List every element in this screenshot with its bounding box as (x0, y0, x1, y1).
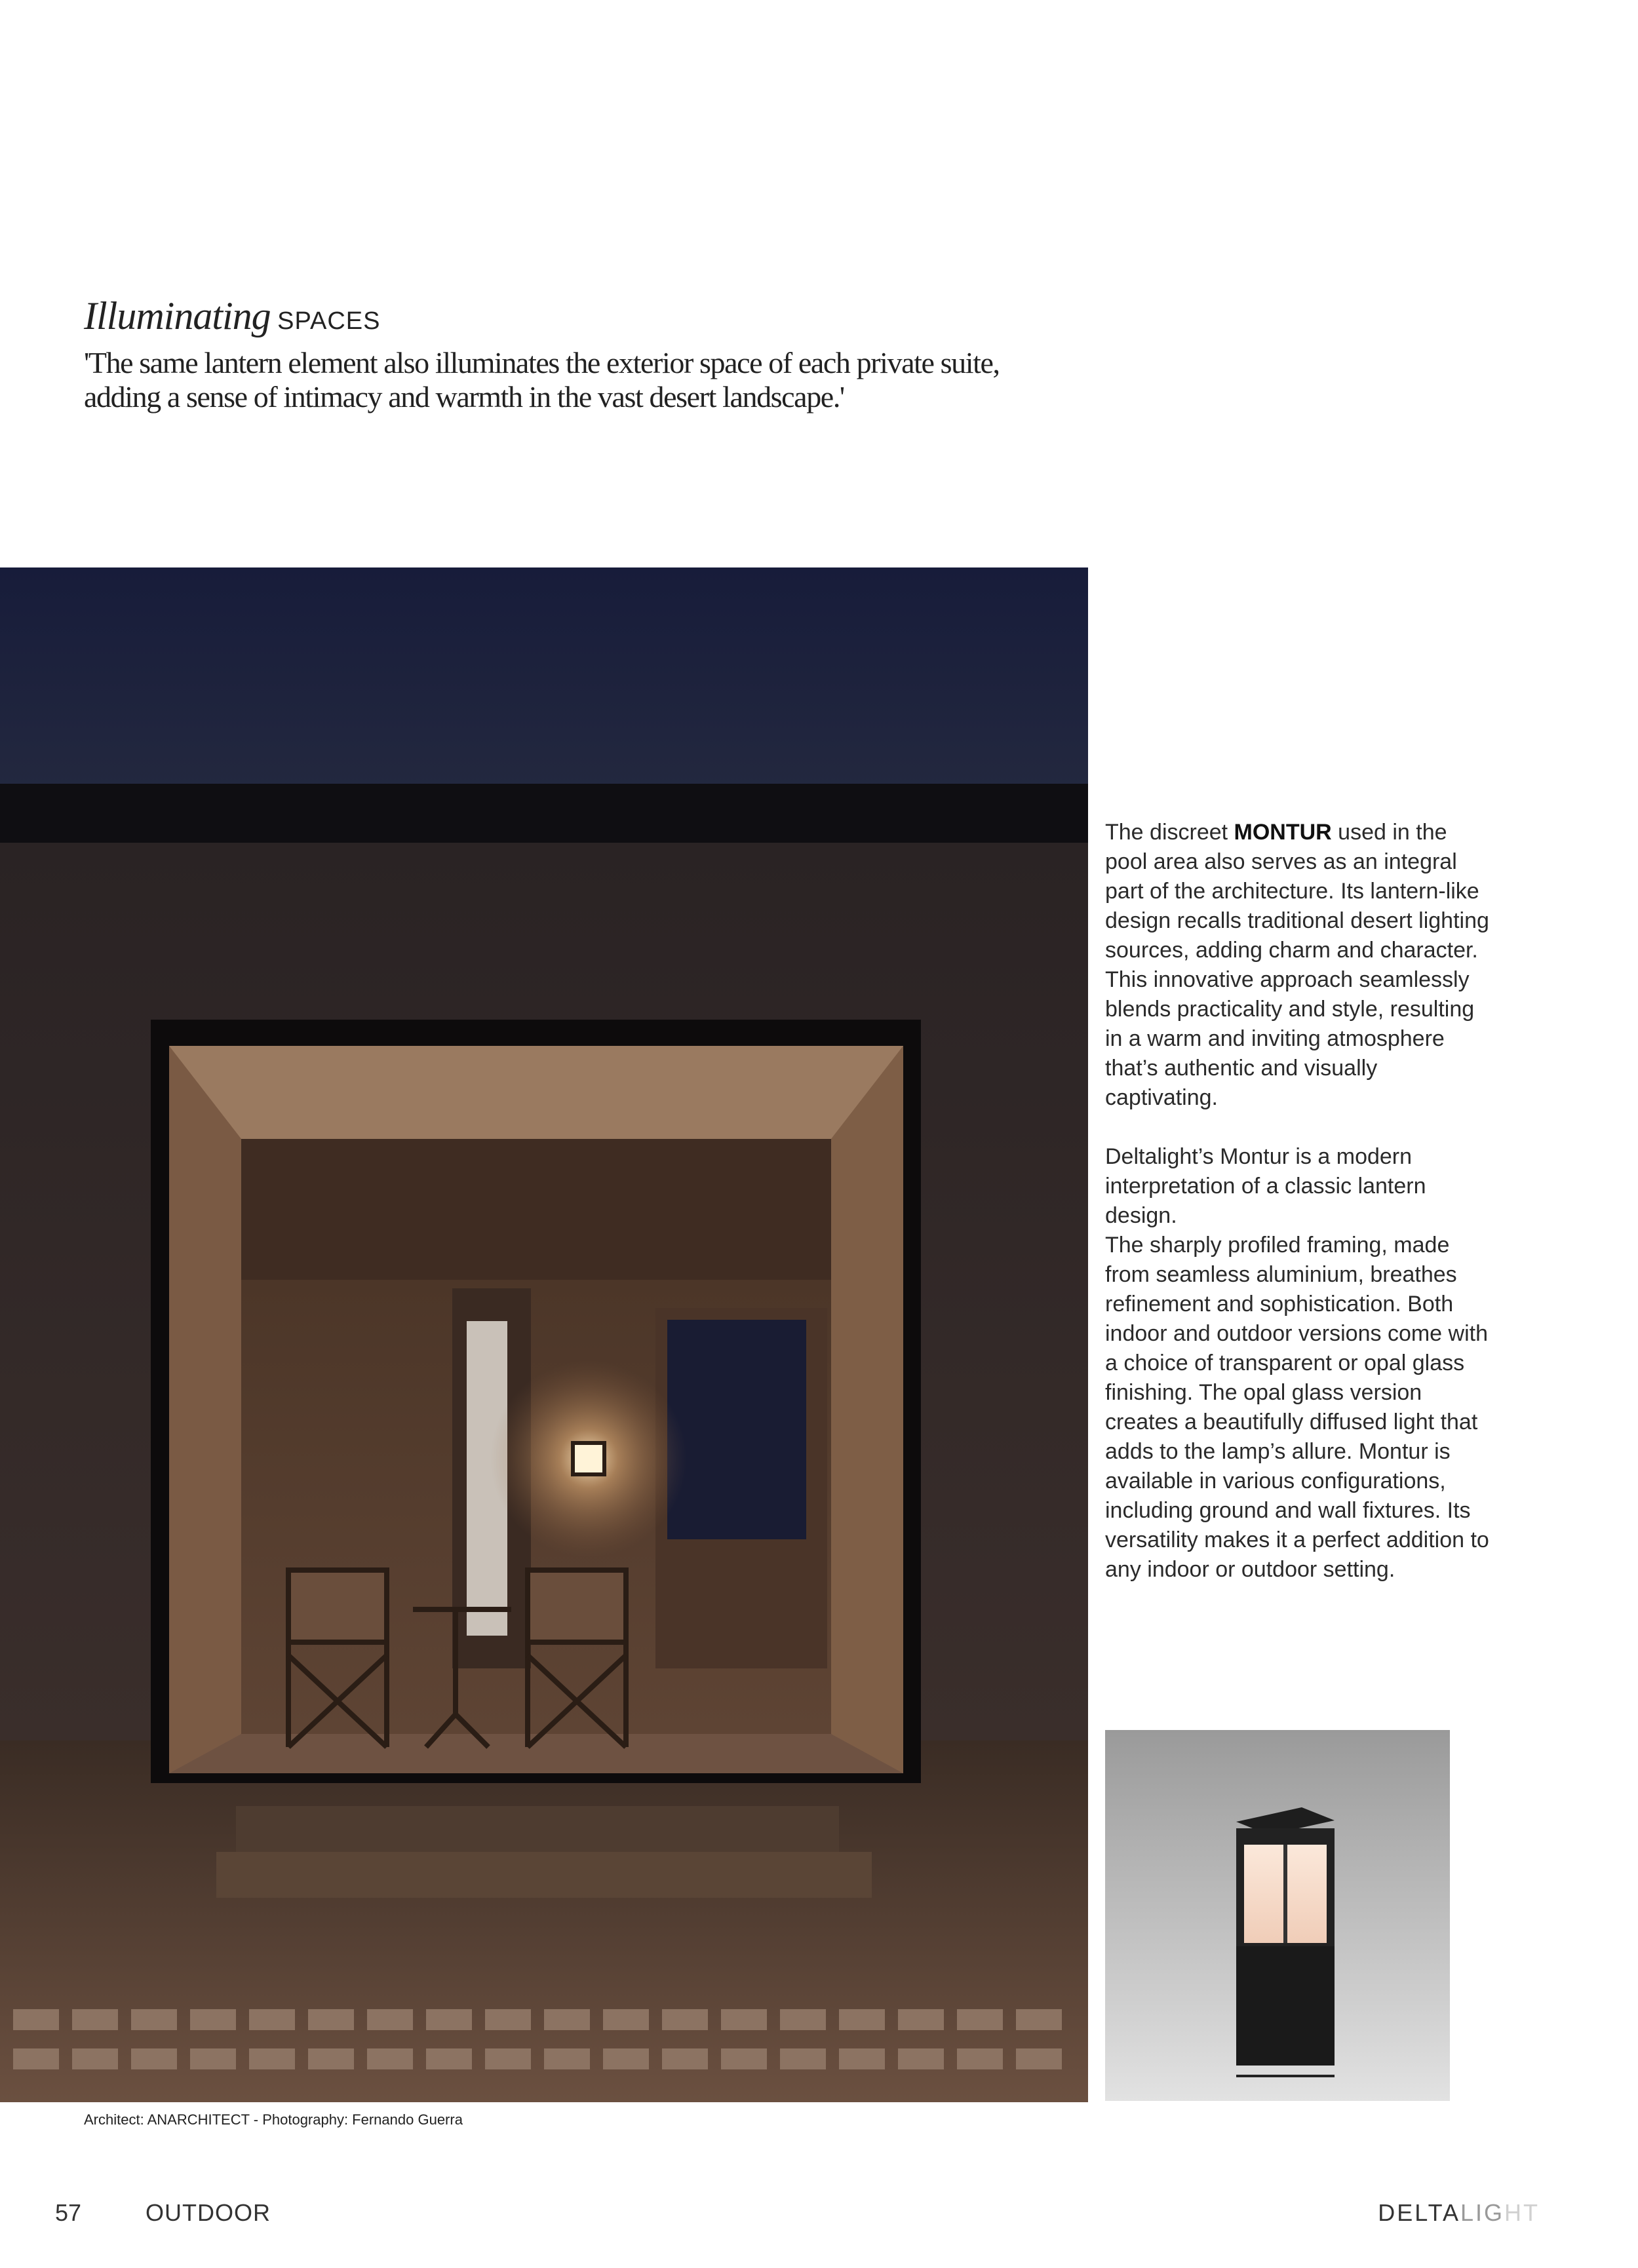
paragraph-3: The sharply profiled framing, made from seamless aluminium, breathes refinement and sophistication. Both indoor and outdoor versions come with a choice of transparent or opal glass finishing. The opal glass version creates a beautifully diffused light that adds to the lamp’s allure. Montur is available in various configurations, including ground and wall fixtures. Its versatility makes it a perfect addition to any indoor or outdoor setting. (1105, 1233, 1489, 1582)
suite-night-photo (0, 567, 1088, 2102)
heading-italic: Illuminating (84, 294, 271, 337)
section-label: OUTDOOR (146, 2199, 271, 2226)
photo-credit: Architect: ANARCHITECT - Photography: Fernando Guerra (84, 2111, 463, 2128)
article-body (1105, 818, 1492, 1585)
product-name: MONTUR (1234, 820, 1332, 845)
quote-line-2: adding a sense of intimacy and warmth in the vast desert landscape.' (84, 380, 844, 413)
montur-product-photo (1105, 1730, 1450, 2101)
heading-caps: SPACES (277, 307, 381, 335)
section-heading (84, 294, 1067, 339)
quote-line-1: 'The same lantern element also illuminates the exterior space of each private suite, (84, 346, 1000, 379)
page-number: 57 (55, 2199, 82, 2226)
brand-logo: DELTALIGHT (1378, 2199, 1540, 2226)
paragraph-2: Deltalight’s Montur is a modern interpretation of a classic lantern design. (1105, 1144, 1426, 1228)
pull-quote (84, 346, 1106, 414)
paragraph-1: The discreet MONTUR used in the pool area also serves as an integral part of the architecture. Its lantern-like design recalls traditional desert lighting sources, adding charm and character. This innovative approach seamlessly blends practicality and style, resulting in a warm and inviting atmosphere that’s authentic and visually captivating. (1105, 820, 1489, 1110)
